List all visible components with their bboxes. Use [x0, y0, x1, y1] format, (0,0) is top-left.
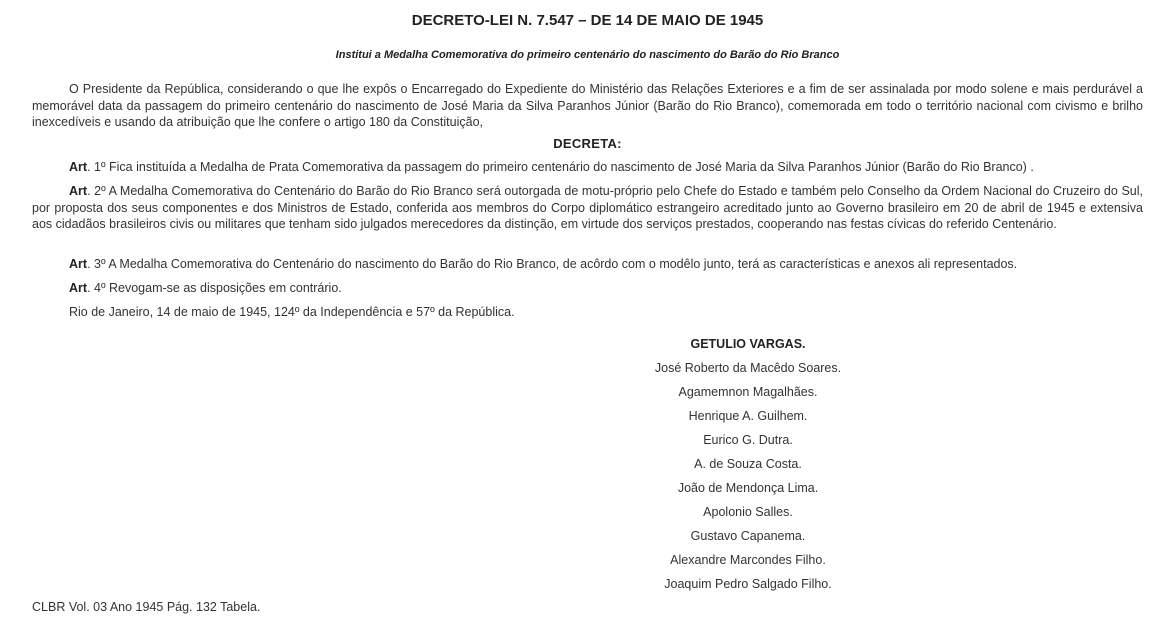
article-1	[32, 159, 1143, 176]
preamble-paragraph: O Presidente da República, considerando o que lhe expôs o Encarregado do Expediente do Ministério das Relações Exteriores e a fim de ser assinalada por modo solene e mais perdurável a memorável data da passagem do primeiro centenário do nascimento de José Maria da Silva Paranhos Júnior (Barão do Rio Branco), comemorada em todo o território nacional com civismo e brilho inexcedíveis e usando da atribuição que lhe confere o artigo 180 da Constituição,	[32, 82, 1143, 129]
article-number: . 1º	[87, 160, 106, 174]
signature-name: Gustavo Capanema.	[690, 529, 806, 543]
signature-name: Henrique A. Guilhem.	[688, 409, 808, 423]
signature-name: Joaquim Pedro Salgado Filho.	[664, 577, 832, 591]
signature-name: José Roberto da Macêdo Soares.	[654, 361, 842, 375]
article-number: . 2º	[87, 184, 106, 198]
signature-name: Apolonio Salles.	[703, 505, 793, 519]
article-label: Art	[69, 281, 88, 295]
signature-name: João de Mendonça Lima.	[677, 481, 819, 495]
signature-lead: GETULIO VARGAS.	[690, 337, 806, 351]
source-footer: CLBR Vol. 03 Ano 1945 Pág. 132 Tabela.	[32, 600, 261, 614]
signature-name: A. de Souza Costa.	[694, 457, 802, 471]
signature-name: Eurico G. Dutra.	[703, 433, 793, 447]
signature-name: Agamemnon Magalhães.	[678, 385, 818, 399]
article-number: . 4º	[87, 281, 106, 295]
place-date: Rio de Janeiro, 14 de maio de 1945, 124º da Independência e 57º da República.	[69, 305, 515, 319]
article-text: A Medalha Comemorativa do Centenário do nascimento do Barão do Rio Branco, de acôrdo com o modêlo junto, terá as características e anexos ali representados.	[105, 257, 1018, 271]
article-4	[32, 280, 1143, 297]
decreta-heading: DECRETA:	[553, 136, 622, 151]
document-subtitle: Institui a Medalha Comemorativa do primeiro centenário do nascimento do Barão do Rio Branco	[335, 49, 840, 61]
article-label: Art	[69, 184, 88, 198]
document-title: DECRETO-LEI N. 7.547 – DE 14 DE MAIO DE 1945	[411, 12, 764, 29]
article-text: Revogam-se as disposições em contrário.	[105, 281, 342, 295]
article-text: A Medalha Comemorativa do Centenário do Barão do Rio Branco será outorgada de motu-próprio pelo Chefe do Estado e também pelo Conselho da Ordem Nacional do Cruzeiro do Sul, por proposta dos seus componentes e dos Ministros de Estado, conferida aos membros do Corpo diplomático estrangeiro acreditado junto ao Governo brasileiro em 20 de abril de 1945 e extensiva aos cidadãos brasileiros civis ou militares que tenham sido julgados merecedores da distinção, em virtude dos serviços prestados, cooperando nas festas cívicas do referido Centenário.	[32, 184, 1144, 231]
article-number: . 3º	[87, 257, 106, 271]
signature-name: Alexandre Marcondes Filho.	[670, 553, 826, 567]
article-2	[32, 183, 1143, 233]
article-3	[32, 256, 1143, 273]
signatures-block	[592, 336, 904, 600]
article-label: Art	[69, 257, 88, 271]
article-text: Fica instituída a Medalha de Prata Comemorativa da passagem do primeiro centenário do nascimento de José Maria da Silva Paranhos Júnior (Barão do Rio Branco) .	[105, 160, 1034, 174]
article-label: Art	[69, 160, 88, 174]
